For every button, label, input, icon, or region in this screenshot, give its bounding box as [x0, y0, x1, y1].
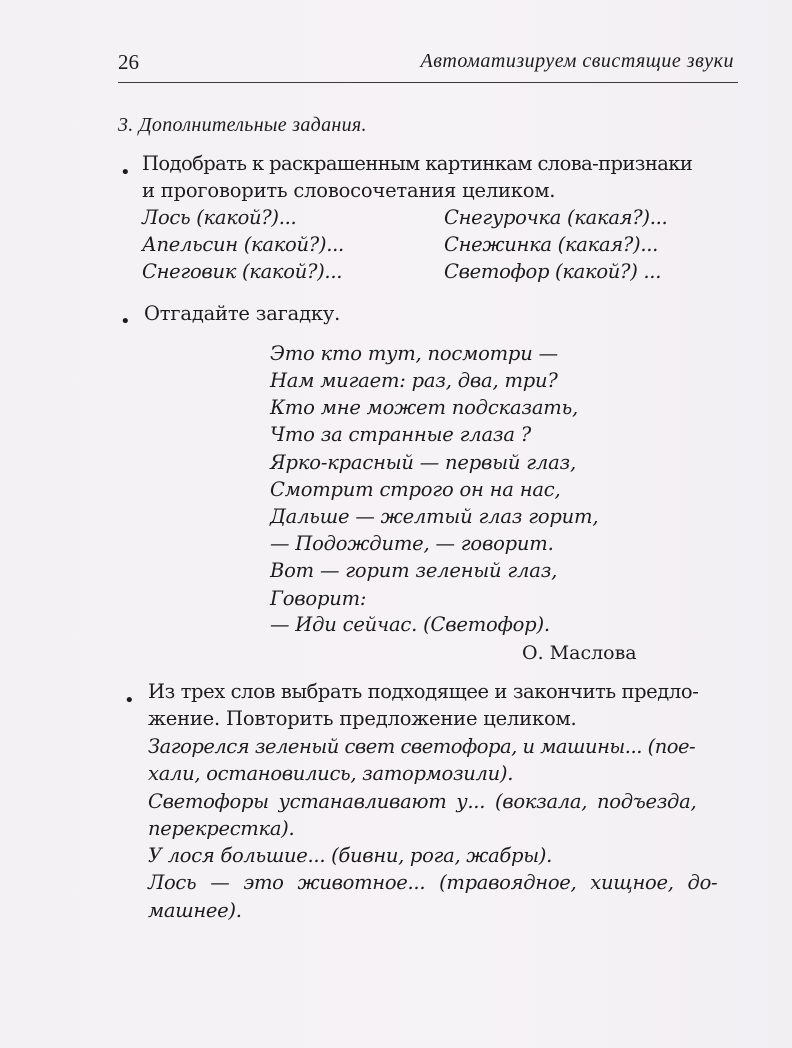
bullet-task3: •: [124, 690, 135, 711]
poem-line: — Подождите, — говорит.: [270, 532, 554, 555]
sentence-line: Светофоры устанавливают у... (вокзала, подъезда,: [148, 790, 697, 813]
sentence-line: хали, остановились, затормозили).: [148, 762, 514, 785]
task3-instruction-line2: жение. Повторить предложение целиком.: [148, 707, 577, 730]
poem-line: Дальше — желтый глаз горит,: [270, 505, 599, 528]
sentence-line: Лось — это животное... (травоядное, хищное, до-: [148, 871, 718, 894]
sentence-line: У лося большие... (бивни, рога, жабры).: [148, 844, 552, 867]
task1-instruction-line2: и проговорить словосочетания целиком.: [142, 179, 556, 202]
running-title: Автоматизируем свистящие звуки: [420, 50, 734, 72]
poem-line: Что за странные глаза ?: [270, 423, 532, 446]
sentence-line: машнее).: [148, 899, 242, 922]
word-item-right-3: Светофор (какой?) ...: [444, 260, 662, 283]
poem-author: О. Маслова: [522, 642, 637, 664]
bullet-task2: •: [120, 311, 131, 332]
word-item-left-3: Снеговик (какой?)...: [142, 260, 343, 283]
word-item-right-2: Снежинка (какая?)...: [444, 233, 659, 256]
word-item-right-1: Снегурочка (какая?)...: [444, 206, 668, 229]
sentence-line: перекрестка).: [148, 817, 295, 840]
task3-instruction-line1: Из трех слов выбрать подходящее и закончить предло-: [148, 680, 699, 703]
poem-line: Кто мне может подсказать,: [270, 396, 578, 419]
poem-line: — Иди сейчас. (Светофор).: [270, 613, 550, 636]
section-heading: 3. Дополнительные задания.: [118, 114, 367, 136]
poem-line: Вот — горит зеленый глаз,: [270, 559, 558, 582]
bullet-task1: •: [120, 162, 131, 183]
page-header: [118, 46, 738, 83]
poem-line: Это кто тут, посмотри —: [270, 342, 558, 365]
word-item-left-1: Лось (какой?)...: [142, 206, 297, 229]
riddle-intro: Отгадайте загадку.: [144, 302, 341, 325]
poem-line: Ярко-красный — первый глаз,: [270, 451, 576, 474]
word-item-left-2: Апельсин (какой?)...: [142, 233, 344, 256]
sentence-line: Загорелся зеленый свет светофора, и машины... (пое-: [148, 735, 696, 758]
page-number: 26: [118, 50, 139, 74]
poem-line: Говорит:: [270, 587, 367, 610]
poem-line: Нам мигает: раз, два, три?: [270, 369, 558, 392]
task1-instruction-line1: Подобрать к раскрашенным картинкам слова-признаки: [142, 152, 693, 175]
poem-line: Смотрит строго он на нас,: [270, 478, 561, 501]
